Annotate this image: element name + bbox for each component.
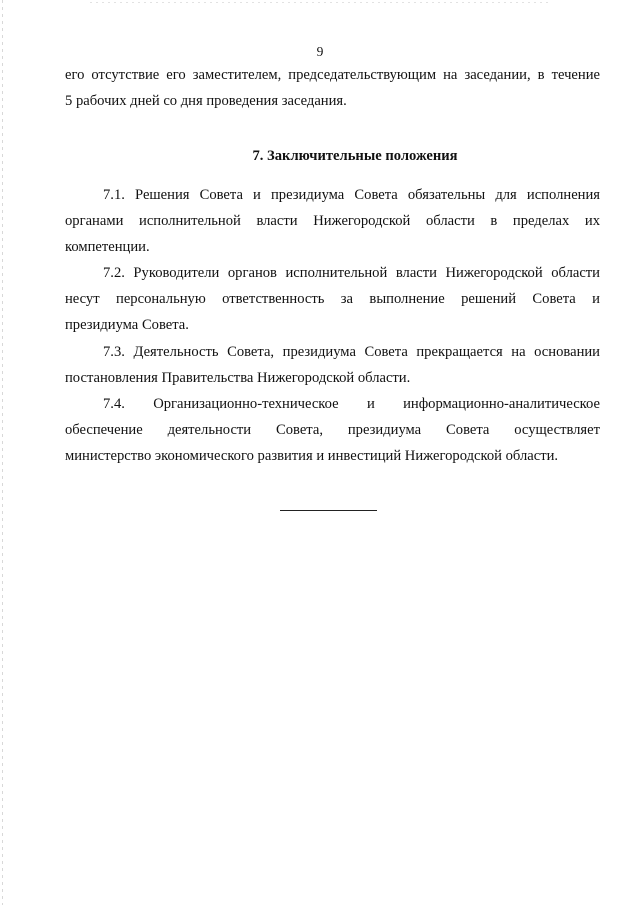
paragraph-7-4-line-3: министерство экономического развития и инвестиций Нижегородской области. <box>65 448 559 464</box>
scan-edge-artifact <box>2 0 3 905</box>
paragraph-7-4-line-1 <box>65 391 600 417</box>
paragraph-7-3-line-2: постановления Правительства Нижегородской области. <box>65 370 411 386</box>
continuation-line-2: 5 рабочих дней со дня проведения заседания. <box>65 93 347 109</box>
paragraph-7-1-line-2: органами исполнительной власти Нижегородской области в пределах их <box>65 213 600 229</box>
continuation-line-1: его отсутствие его заместителем, председательствующим на заседании, в течение <box>65 67 600 83</box>
scan-top-artifact <box>90 2 550 3</box>
paragraph-7-4-number: 7.4. <box>103 396 125 412</box>
paragraph-7-1-line-1: 7.1. Решения Совета и президиума Совета обязательны для исполнения <box>103 187 600 203</box>
section-heading: 7. Заключительные положения <box>252 148 458 164</box>
paragraph-7-2-line-3: президиума Совета. <box>65 317 189 333</box>
paragraph-7-4-word-1: Организационно-техническое <box>153 396 339 412</box>
paragraph-7-2-line-2: несут персональную ответственность за выполнение решений Совета и <box>65 291 600 307</box>
paragraph-7-1-line-3: компетенции. <box>65 239 150 255</box>
paragraph-7-2-line-1: 7.2. Руководители органов исполнительной власти Нижегородской области <box>103 265 600 281</box>
end-of-document-rule <box>280 510 377 511</box>
paragraph-7-4-word-2: и <box>366 396 375 412</box>
paragraph-7-3-line-1: 7.3. Деятельность Совета, президиума Совета прекращается на основании <box>103 344 600 360</box>
paragraph-7-4-word-3: информационно-аналитическое <box>403 396 600 412</box>
page-number: 9 <box>316 44 324 59</box>
paragraph-7-4-line-2: обеспечение деятельности Совета, президиума Совета осуществляет <box>65 422 600 438</box>
